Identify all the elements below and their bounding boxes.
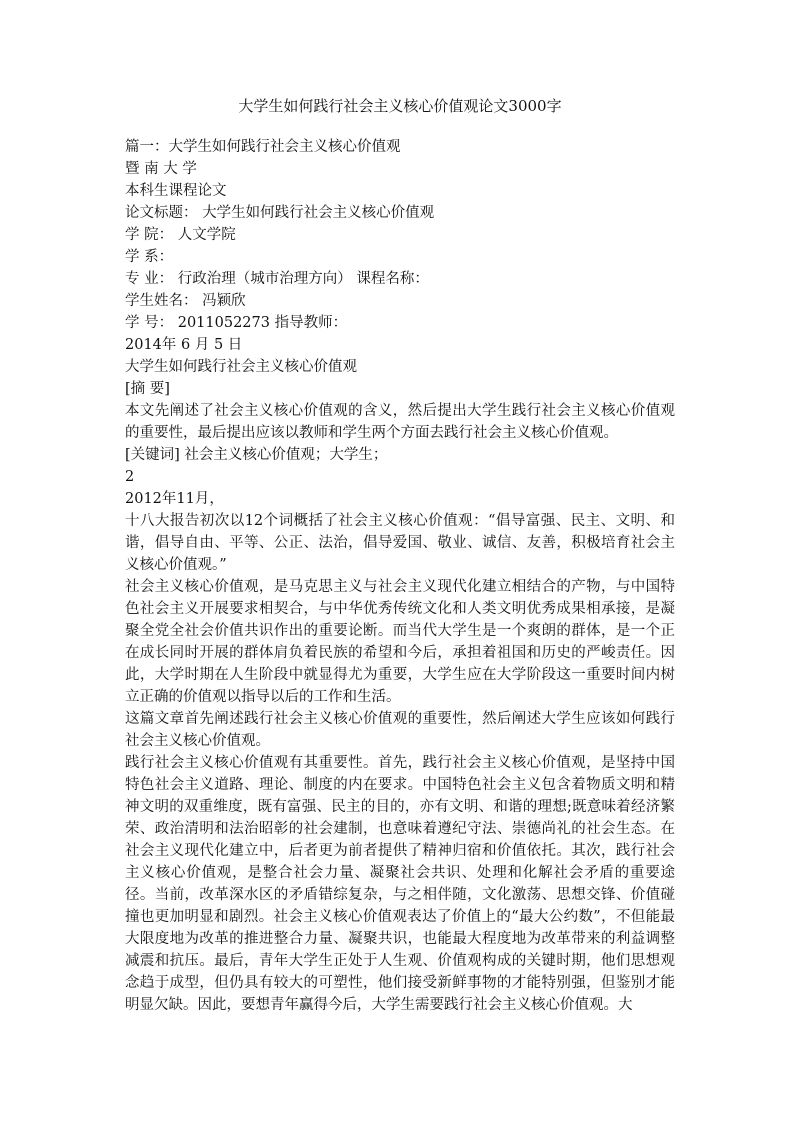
document-title: 大学生如何践行社会主义核心价值观论文3000字 [238,97,562,115]
document-body [125,136,675,1016]
page-number-line: 2 [125,469,135,485]
abstract-paragraph: 本文先阐述了社会主义核心价值观的含义，然后提出大学生践行社会主义核心价值观的重要性，最后提出应该以教师和学生两个方面去践行社会主义核心价值观。 [125,403,675,441]
body-paragraph: 社会主义核心价值观，是马克思主义与社会主义现代化建立相结合的产物，与中国特色社会主义开展要求相契合，与中华优秀传统文化和人类文明优秀成果相承接，是凝聚全党全社会价值共识作出的重要论断。而当代大学生是一个爽朗的群体，是一个正在成长同时开展的群体肩负着民族的希望和今后，承担着祖国和历史的严峻责任。因此，大学时期在人生阶段中就显得尤为重要，大学生应在大学阶段这一重要时间内树立正确的价值观以指导以后的工作和生活。 [125,579,675,705]
header-line: 专 业： 行政治理（城市治理方向） 课程名称： [125,271,429,287]
header-line: 篇一：大学生如何践行社会主义核心价值观 [125,139,401,155]
header-line: 2014年 6 月 5 日 [125,337,243,353]
body-paragraph: 十八大报告初次以12个词概括了社会主义核心价值观：“倡导富强、民主、文明、和谐，倡导自由、平等、公正、法治，倡导爱国、敬业、诚信、友善，积极培育社会主义核心价值观。” [125,513,675,573]
header-line: 大学生如何践行社会主义核心价值观 [125,359,357,375]
keywords-line: [关键词] 社会主义核心价值观；大学生； [125,447,388,463]
header-line: 学 号： 2011052273 指导教师： [125,315,348,331]
header-line: 本科生课程论文 [125,183,227,199]
body-paragraph: 践行社会主义核心价值观有其重要性。首先，践行社会主义核心价值观，是坚持中国特色社会主义道路、理论、制度的内在要求。中国特色社会主义包含着物质文明和精神文明的双重维度，既有富强、民主的目的，亦有文明、和谐的理想;既意味着经济繁荣、政治清明和法治昭彰的社会建制，也意味着遵纪守法、崇德尚礼的社会生态。在社会主义现代化建立中，后者更为前者提供了精神归宿和价值依托。其次，践行社会主义核心价值观，是整合社会力量、凝聚社会共识、处理和化解社会矛盾的重要途径。当前，改革深水区的矛盾错综复杂，与之相伴随，文化激荡、思想交锋、价值碰撞也更加明显和剧烈。社会主义核心价值观表达了价值上的“最大公约数”，不但能最大限度地为改革的推进整合力量、凝聚共识，也能最大程度地为改革带来的利益调整减震和抗压。最后，青年大学生正处于人生观、价值观构成的关键时期，他们思想观念趋于成型，但仍具有较大的可塑性，他们接受新鲜事物的才能特别强，但鉴别才能明显欠缺。因此，要想青年赢得今后，大学生需要践行社会主义核心价值观。大 [125,755,675,1013]
header-line: 学 系： [125,249,174,265]
body-paragraph: 这篇文章首先阐述践行社会主义核心价值观的重要性，然后阐述大学生应该如何践行社会主义核心价值观。 [125,711,675,749]
header-line: 暨 南 大 学 [125,161,197,177]
header-line: 学生姓名： 冯颖欣 [125,293,246,309]
header-line: [摘 要] [125,381,170,397]
header-line: 学 院： 人文学院 [125,227,236,243]
header-line: 论文标题： 大学生如何践行社会主义核心价值观 [125,205,435,221]
date-line: 2012年11月， [125,491,224,507]
